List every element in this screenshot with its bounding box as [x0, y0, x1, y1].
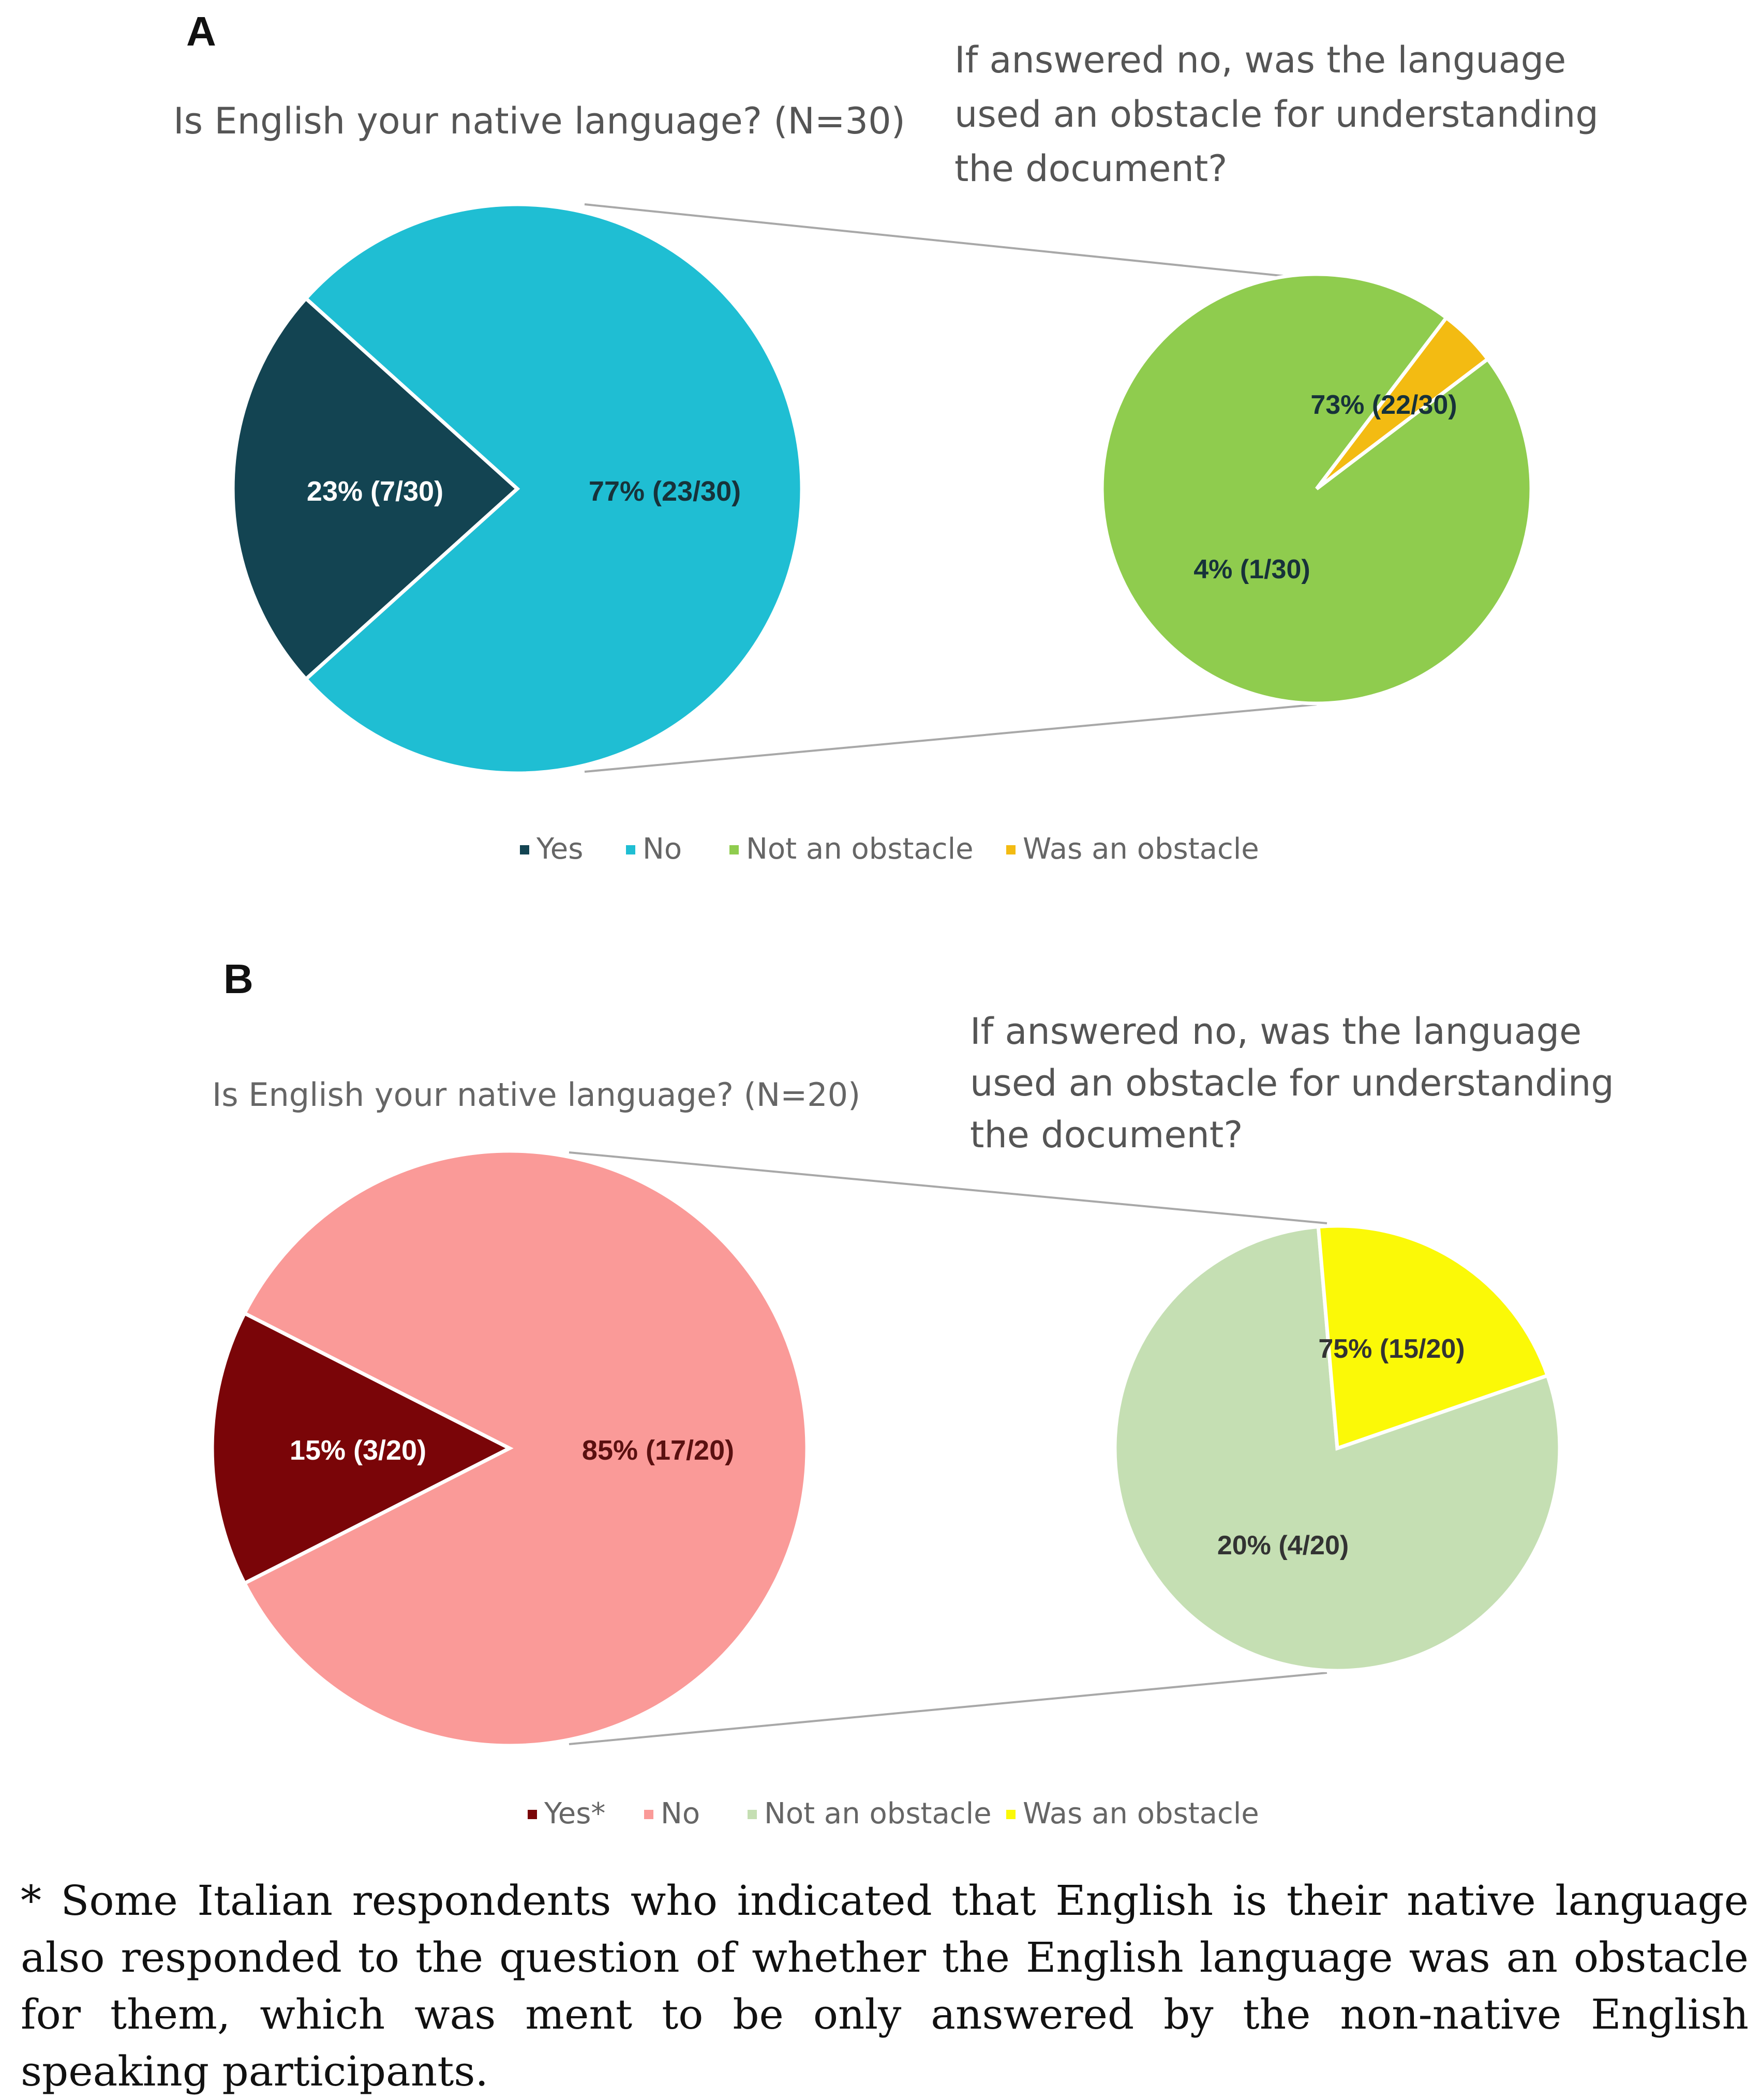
pie-a-obstacle-label-2: 4% (1/30)	[1193, 554, 1310, 584]
pie-chart-b-obstacle	[1115, 1226, 1560, 1671]
legend-a-label-3: Not an obstacle	[746, 832, 974, 866]
legend-a-label-1: Yes	[536, 832, 584, 866]
sub-pie-title-b	[970, 1010, 1614, 1156]
pie-chart-a-native	[233, 204, 802, 773]
legend-a-marker-3	[729, 845, 739, 854]
sub-pie-title-b-line-1: If answered no, was the language	[970, 1010, 1582, 1053]
pie-b-native-label-2: 85% (17/20)	[581, 1435, 735, 1466]
sub-pie-title-a-line-1: If answered no, was the language	[954, 39, 1566, 81]
sub-pie-title-a-line-3: the document?	[954, 147, 1228, 190]
legend-b-marker-2	[644, 1810, 653, 1819]
legend-a-marker-4	[1006, 845, 1016, 854]
pie-a-native-label-2: 77% (23/30)	[588, 476, 741, 507]
sub-pie-title-b-line-3: the document?	[970, 1114, 1243, 1156]
footnote: * Some Italian respondents who indicated that English is their native language also responded to the question of whether the English language was an obstacle for them, which was ment to be only answered by the non-native English speaking participants.	[21, 1877, 1749, 2095]
panel-letter-a: A	[186, 8, 216, 54]
legend-b-marker-1	[528, 1810, 537, 1819]
legend-a-marker-1	[520, 845, 529, 854]
legend-a-label-2: No	[643, 832, 682, 866]
legend-a-marker-2	[626, 845, 635, 854]
sub-pie-title-b-line-2: used an obstacle for understanding	[970, 1062, 1614, 1104]
legend-b-marker-3	[748, 1810, 757, 1819]
legend-b-label-4: Was an obstacle	[1023, 1797, 1259, 1831]
pie-chart-b-native	[212, 1151, 807, 1746]
legend-b-label-2: No	[661, 1797, 700, 1831]
panel-letter-b: B	[223, 956, 253, 1002]
pie-b-native-label-1: 15% (3/20)	[289, 1435, 427, 1466]
sub-pie-title-a	[954, 39, 1599, 190]
legend-b-label-3: Not an obstacle	[764, 1797, 992, 1831]
connector-a-2	[585, 704, 1317, 772]
pie-a-native-label-1: 23% (7/30)	[306, 476, 444, 507]
legend-b-marker-4	[1006, 1810, 1016, 1819]
main-pie-title-a: Is English your native language? (N=30)	[173, 100, 905, 142]
main-pie-title-b: Is English your native language? (N=20)	[212, 1076, 861, 1114]
legend-b-label-1: Yes*	[544, 1797, 606, 1831]
legend-a	[520, 832, 1259, 866]
pie-b-obstacle-label-1: 75% (15/20)	[1318, 1334, 1465, 1364]
pie-b-obstacle-label-2: 20% (4/20)	[1217, 1531, 1349, 1561]
legend-b	[528, 1797, 1259, 1831]
pie-chart-a-obstacle	[1102, 274, 1531, 703]
sub-pie-title-a-line-2: used an obstacle for understanding	[954, 93, 1599, 136]
pie-a-obstacle-label-1: 73% (22/30)	[1310, 390, 1457, 420]
legend-a-label-4: Was an obstacle	[1023, 832, 1259, 866]
